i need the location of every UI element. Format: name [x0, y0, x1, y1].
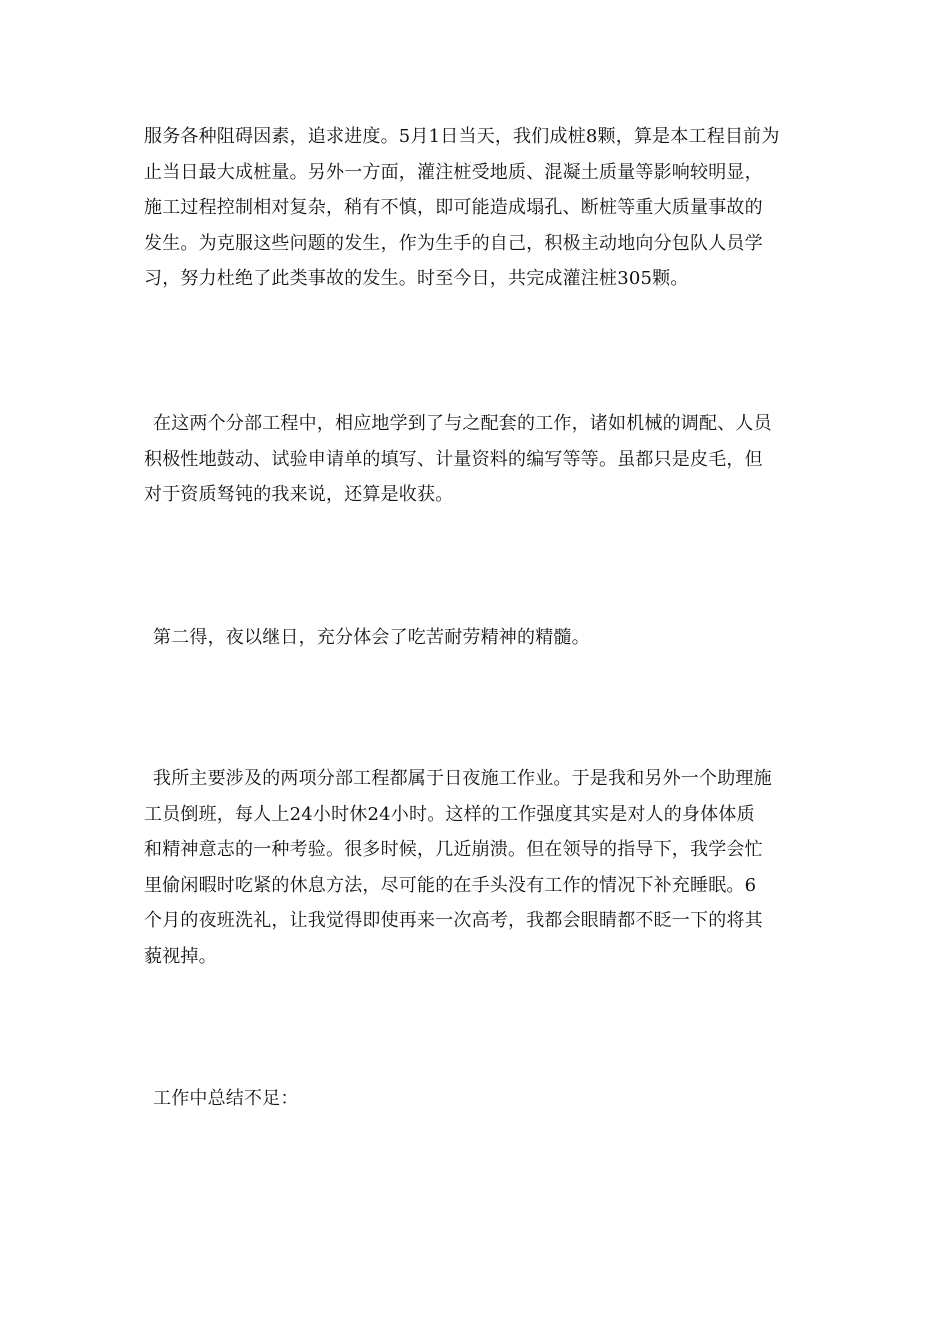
text-line: 对于资质驽钝的我来说，还算是收获。 [144, 484, 454, 505]
text-line: 积极性地鼓动、试验申请单的填写、计量资料的编写等等。虽都只是皮毛，但 [144, 448, 763, 470]
paragraph-shortcomings-heading [144, 1081, 808, 1117]
text-line: 在这两个分部工程中，相应地学到了与之配套的工作，诸如机械的调配、人员 [153, 413, 772, 434]
paragraph-night-shift [144, 761, 808, 974]
text-line: 工作中总结不足： [153, 1088, 299, 1109]
text-line: 里偷闲暇时吃紧的休息方法，尽可能的在手头没有工作的情况下补充睡眠。6 [144, 874, 757, 896]
text-line: 第二得，夜以继日，充分体会了吃苦耐劳精神的精髓。 [153, 627, 590, 648]
paragraph-construction-progress [144, 119, 808, 297]
text-line: 和精神意志的一种考验。很多时候，几近崩溃。但在领导的指导下，我学会忙 [144, 839, 763, 860]
text-line: 工员倒班，每人上24小时休24小时。这样的工作强度其实是对人的身体体质 [144, 803, 755, 825]
text-line: 习，努力杜绝了此类事故的发生。时至今日，共完成灌注桩305颗。 [144, 268, 689, 289]
paragraph-second-gain-heading [144, 620, 808, 656]
text-line: 我所主要涉及的两项分部工程都属于日夜施工作业。于是我和另外一个助理施 [153, 768, 772, 789]
text-line: 藐视掉。 [144, 945, 217, 967]
text-line: 个月的夜班洗礼，让我觉得即使再来一次高考，我都会眼睛都不眨一下的将其 [144, 910, 763, 931]
text-line: 发生。为克服这些问题的发生，作为生手的自己，积极主动地向分包队人员学 [144, 232, 763, 254]
text-line: 施工过程控制相对复杂，稍有不慎，即可能造成塌孔、断桩等重大质量事故的 [144, 197, 763, 218]
paragraph-supporting-work [144, 406, 808, 513]
text-line: 止当日最大成桩量。另外一方面，灌注桩受地质、混凝土质量等影响较明显， [144, 161, 763, 183]
text-line: 服务各种阻碍因素，追求进度。5月1日当天，我们成桩8颗，算是本工程目前为 [144, 126, 780, 147]
